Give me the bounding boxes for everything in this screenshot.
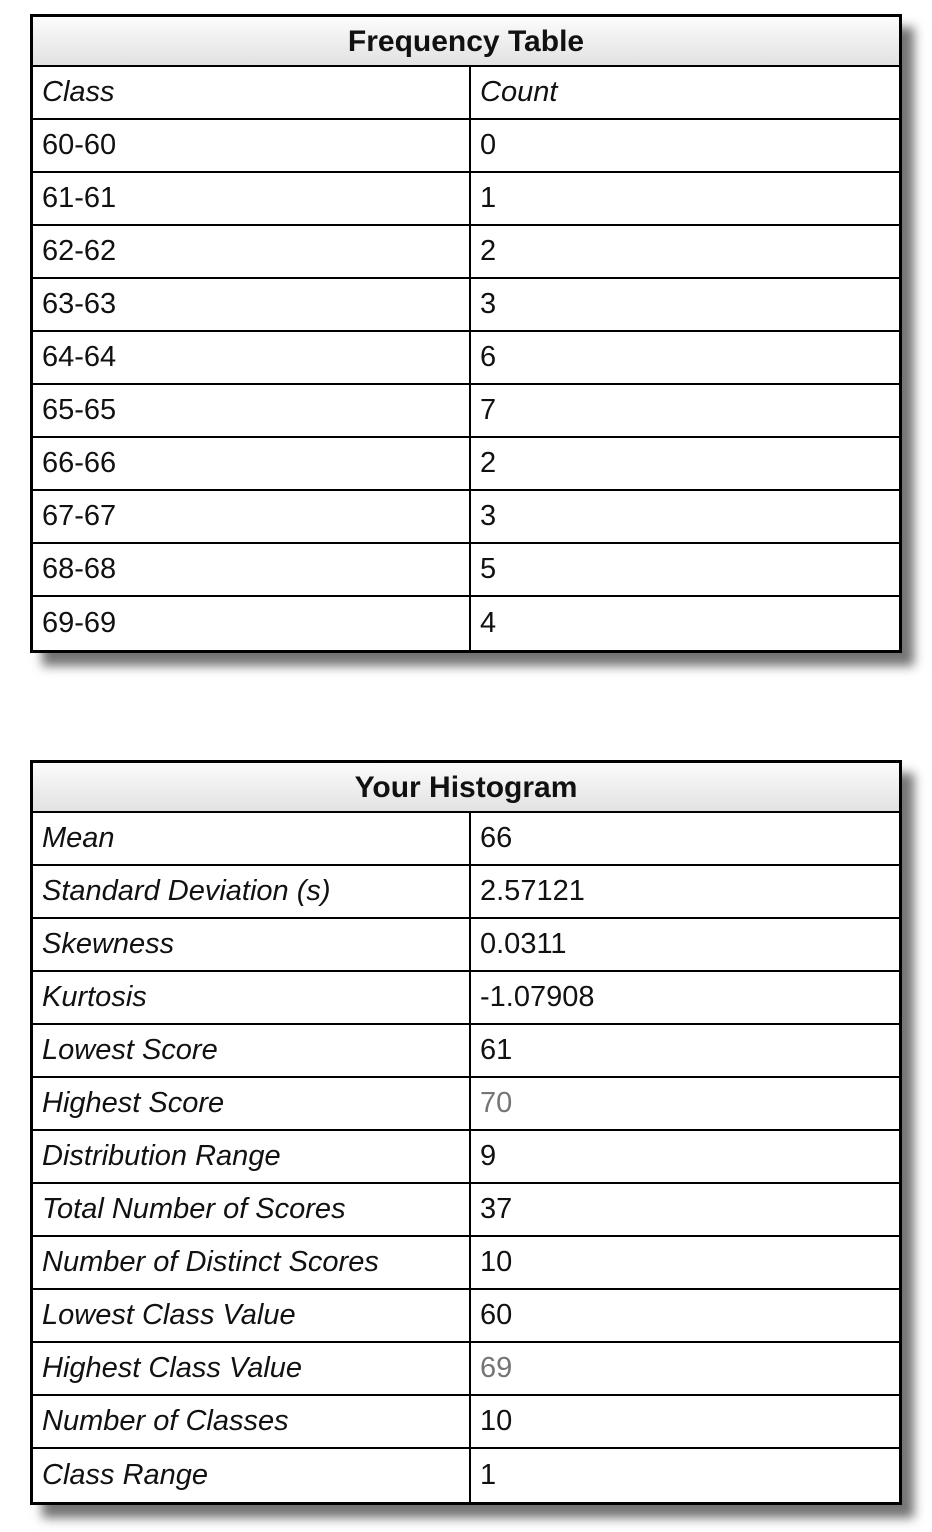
stat-label: Highest Score <box>33 1078 471 1129</box>
stat-value: 0.0311 <box>480 928 567 960</box>
frequency-table-row <box>33 279 899 332</box>
stat-value: 1 <box>480 1459 497 1491</box>
stat-label: Mean <box>33 813 471 864</box>
histogram-stats-table <box>30 760 902 1505</box>
stat-label: Number of Classes <box>33 1396 471 1447</box>
count-cell: 4 <box>480 607 497 639</box>
count-cell: 2 <box>480 235 497 267</box>
class-cell: 68-68 <box>33 544 471 595</box>
stat-value: 69 <box>480 1352 513 1384</box>
count-column-header: Count <box>480 76 558 108</box>
class-cell: 64-64 <box>33 332 471 383</box>
class-cell: 66-66 <box>33 438 471 489</box>
frequency-table-title: Frequency Table <box>33 17 899 67</box>
histogram-table-row <box>33 813 899 866</box>
histogram-table-title: Your Histogram <box>33 763 899 813</box>
stat-value: 10 <box>480 1246 513 1278</box>
histogram-table-row <box>33 972 899 1025</box>
stat-label: Lowest Class Value <box>33 1290 471 1341</box>
count-cell: 6 <box>480 341 497 373</box>
stat-label: Lowest Score <box>33 1025 471 1076</box>
histogram-table-rows <box>33 813 899 1502</box>
stat-label: Highest Class Value <box>33 1343 471 1394</box>
stat-label: Skewness <box>33 919 471 970</box>
frequency-table-row <box>33 597 899 650</box>
count-cell: 0 <box>480 129 497 161</box>
stat-value: 9 <box>480 1140 497 1172</box>
stat-label: Class Range <box>33 1449 471 1502</box>
histogram-table-row <box>33 1290 899 1343</box>
frequency-table-header-row <box>33 67 899 120</box>
frequency-table-row <box>33 544 899 597</box>
stat-value: 2.57121 <box>480 875 585 907</box>
stat-value: 37 <box>480 1193 513 1225</box>
frequency-table <box>30 14 902 653</box>
stat-label: Kurtosis <box>33 972 471 1023</box>
count-cell: 1 <box>480 182 497 214</box>
frequency-table-rows <box>33 120 899 650</box>
class-cell: 67-67 <box>33 491 471 542</box>
histogram-table-row <box>33 1025 899 1078</box>
stat-label: Standard Deviation (s) <box>33 866 471 917</box>
stat-value: 61 <box>480 1034 513 1066</box>
class-cell: 60-60 <box>33 120 471 171</box>
stat-label: Number of Distinct Scores <box>33 1237 471 1288</box>
stat-value: 70 <box>480 1087 513 1119</box>
frequency-table-row <box>33 226 899 279</box>
frequency-table-row <box>33 385 899 438</box>
histogram-table-row <box>33 1237 899 1290</box>
frequency-table-row <box>33 438 899 491</box>
histogram-table-row <box>33 1449 899 1502</box>
frequency-table-row <box>33 120 899 173</box>
stat-value: 60 <box>480 1299 513 1331</box>
stat-label: Distribution Range <box>33 1131 471 1182</box>
histogram-table-row <box>33 1131 899 1184</box>
class-cell: 63-63 <box>33 279 471 330</box>
histogram-table-row <box>33 866 899 919</box>
stat-value: 10 <box>480 1405 513 1437</box>
stat-value: -1.07908 <box>480 981 595 1013</box>
count-cell: 3 <box>480 500 497 532</box>
frequency-table-row <box>33 173 899 226</box>
histogram-table-row <box>33 1078 899 1131</box>
histogram-table-row <box>33 1396 899 1449</box>
stat-label: Total Number of Scores <box>33 1184 471 1235</box>
stat-value: 66 <box>480 822 513 854</box>
histogram-table-row <box>33 919 899 972</box>
class-cell: 69-69 <box>33 597 471 650</box>
count-cell: 5 <box>480 553 497 585</box>
count-cell: 3 <box>480 288 497 320</box>
class-column-header: Class <box>33 67 471 118</box>
count-cell: 2 <box>480 447 497 479</box>
class-cell: 61-61 <box>33 173 471 224</box>
count-cell: 7 <box>480 394 497 426</box>
class-cell: 65-65 <box>33 385 471 436</box>
histogram-table-row <box>33 1184 899 1237</box>
frequency-table-row <box>33 332 899 385</box>
class-cell: 62-62 <box>33 226 471 277</box>
histogram-table-row <box>33 1343 899 1396</box>
frequency-table-row <box>33 491 899 544</box>
